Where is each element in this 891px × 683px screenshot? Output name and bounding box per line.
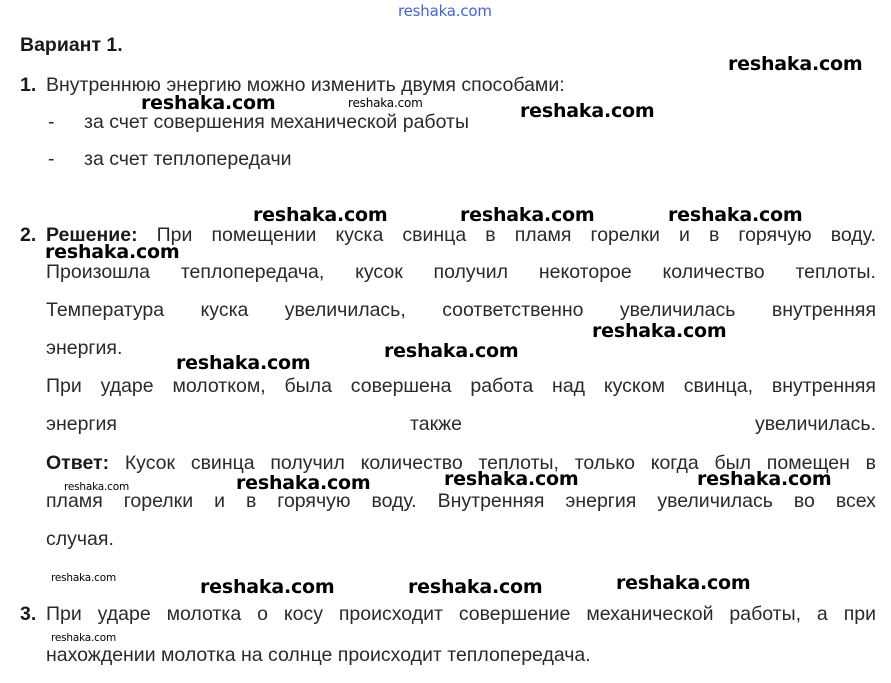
q1-dash-2: - <box>48 148 55 170</box>
word: куска <box>200 299 249 321</box>
word: во <box>793 490 815 512</box>
watermark: reshaka.com <box>51 572 116 584</box>
word: горелки <box>590 224 660 246</box>
watermark: reshaka.com <box>668 204 803 226</box>
word: косу <box>283 603 323 625</box>
q2-solution-label: Решение: <box>46 224 138 246</box>
watermark: reshaka.com <box>592 320 727 342</box>
word: количество <box>360 452 463 474</box>
watermark: reshaka.com <box>64 481 129 493</box>
q3-number: 3. <box>20 603 37 625</box>
word: помещен <box>766 452 850 474</box>
word: энергия <box>565 490 637 512</box>
watermark: reshaka.com <box>236 472 371 494</box>
q2-answer-line-2 <box>46 489 876 513</box>
q2-answer-label: Ответ: <box>46 452 110 474</box>
word: Температура <box>46 299 165 321</box>
word: свинца <box>402 224 467 246</box>
word: При <box>156 224 193 246</box>
watermark: reshaka.com <box>141 92 276 114</box>
watermark: reshaka.com <box>520 100 655 122</box>
word: ударе <box>100 375 154 397</box>
word: соответственно <box>442 299 584 321</box>
word: в <box>708 224 720 246</box>
word: При <box>46 375 82 397</box>
word: свинца <box>190 452 255 474</box>
word: молотком, <box>172 375 266 397</box>
q1-dash-1: - <box>48 111 55 133</box>
word: и <box>214 490 225 512</box>
word: механической <box>586 603 714 625</box>
q2-solution-line-3 <box>46 298 876 322</box>
word: горячую <box>277 490 351 512</box>
word: над <box>552 375 586 397</box>
word: в <box>245 490 257 512</box>
word: горячую <box>738 224 812 246</box>
q2-solution-line-5 <box>46 374 876 398</box>
word: была <box>284 375 332 397</box>
word: только <box>574 452 635 474</box>
word: пламя <box>46 490 103 512</box>
variant-title: Вариант 1. <box>20 34 123 56</box>
q1-item-1: за счет совершения механической работы <box>84 111 469 133</box>
word: воду. <box>371 490 417 512</box>
word: работы, <box>729 603 802 625</box>
watermark: reshaka.com <box>697 468 832 490</box>
word: свинца, <box>683 375 753 397</box>
q2-answer-line-3: случая. <box>46 528 114 550</box>
word: работа <box>470 375 534 397</box>
watermark: reshaka.com <box>728 53 863 75</box>
word: Произошла <box>46 261 151 283</box>
word: совершение <box>458 603 571 625</box>
q3-line-2: нахождении молотка на солнце происходит теплопередача. <box>46 644 591 666</box>
word: энергия <box>46 413 117 435</box>
watermark: reshaka.com <box>176 352 311 374</box>
word: Внутренняя <box>437 490 545 512</box>
word: молотка <box>166 603 242 625</box>
word: получил <box>270 452 345 474</box>
word: происходит <box>338 603 443 625</box>
word: теплопередача, <box>180 261 325 283</box>
q2-number: 2. <box>20 224 37 246</box>
word: когда <box>650 452 699 474</box>
word: о <box>257 603 268 625</box>
q2-solution-line-2 <box>46 260 876 284</box>
q2-solution-line-6 <box>46 412 876 436</box>
watermark: reshaka.com <box>616 572 751 594</box>
word: также <box>410 413 462 435</box>
word: всех <box>835 490 876 512</box>
word: Кусок <box>124 452 176 474</box>
watermark: reshaka.com <box>51 632 116 644</box>
word: помещении <box>211 224 317 246</box>
word: внутренняя <box>771 299 876 321</box>
word: а <box>816 603 828 625</box>
watermark: reshaka.com <box>348 96 423 110</box>
q3-line-1 <box>46 602 876 626</box>
word: теплоты. <box>795 261 876 283</box>
watermark: reshaka.com <box>408 576 543 598</box>
word: увеличилась, <box>284 299 406 321</box>
watermark: reshaka.com <box>384 340 519 362</box>
word: увеличилась. <box>755 413 876 435</box>
word: куском <box>603 375 665 397</box>
q2-solution-line-4: энергия. <box>46 337 123 359</box>
word: при <box>843 603 876 625</box>
word: в <box>485 224 496 246</box>
word: и <box>678 224 690 246</box>
word: увеличилась <box>657 490 773 512</box>
word: теплоты, <box>478 452 559 474</box>
word: получил <box>433 261 509 283</box>
word: ударе <box>97 603 151 625</box>
word: воду. <box>830 224 876 246</box>
word: был <box>714 452 752 474</box>
word: совершена <box>350 375 452 397</box>
watermark: reshaka.com <box>45 241 180 263</box>
q1-intro: Внутреннюю энергию можно изменить двумя способами: <box>46 74 565 96</box>
watermark: reshaka.com <box>200 576 335 598</box>
word: количество <box>662 261 765 283</box>
word: горелки <box>123 490 194 512</box>
word: в <box>865 452 876 474</box>
watermark: reshaka.com <box>253 204 388 226</box>
word: внутренняя <box>771 375 876 397</box>
q1-number: 1. <box>20 74 37 96</box>
watermark: reshaka.com <box>460 204 595 226</box>
q1-item-2: за счет теплопередачи <box>84 148 292 170</box>
word: куска <box>335 224 384 246</box>
watermark: reshaka.com <box>444 468 579 490</box>
word: кусок <box>355 261 403 283</box>
watermark-top: reshaka.com <box>398 2 492 20</box>
word: При <box>46 603 82 625</box>
word: увеличилась <box>619 299 736 321</box>
word: пламя <box>514 224 572 246</box>
word: некоторое <box>538 261 632 283</box>
